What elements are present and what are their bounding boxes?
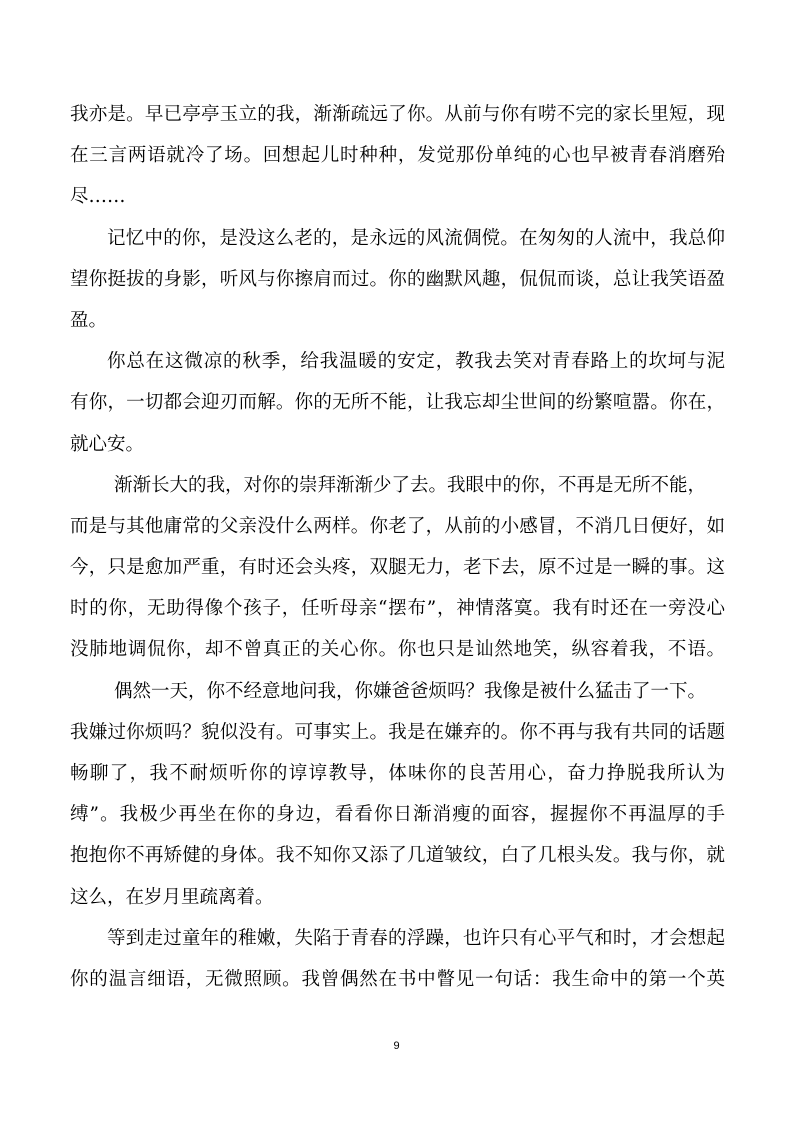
text-line: 望你挺拔的身影，听风与你擦肩而过。你的幽默风趣，侃侃而谈，总让我笑语盈 [70,268,725,290]
text-line: 没肺地调侃你，却不曾真正的关心你。你也只是讪然地笑，纵容着我，不语。 [70,639,725,661]
text-line: 时的你，无助得像个孩子，任听母亲“摆布”，神情落寞。我有时还在一旁没心 [70,598,725,620]
text-line: 我亦是。早已亭亭玉立的我，渐渐疏远了你。从前与你有唠不完的家长里短，现 [70,104,725,125]
text-line: 而是与其他庸常的父亲没什么两样。你老了，从前的小感冒，不消几日便好，如 [70,515,725,537]
text-line: 这么，在岁月里疏离着。 [70,886,274,908]
text-line: 盈。 [70,309,108,331]
text-line: 渐渐长大的我，对你的崇拜渐渐少了去。我眼中的你，不再是无所不能， [114,474,707,496]
text-line: 我嫌过你烦吗？貌似没有。可事实上。我是在嫌弃的。你不再与我有共同的话题 [70,721,725,743]
text-line: 你的温言细语，无微照顾。我曾偶然在书中瞥见一句话：我生命中的第一个英 [70,968,725,990]
text-line: 今，只是愈加严重，有时还会头疼，双腿无力，老下去，原不过是一瞬的事。这 [70,557,725,579]
text-line: 有你，一切都会迎刃而解。你的无所不能，让我忘却尘世间的纷繁喧嚣。你在， [70,392,725,414]
text-line: 你总在这微凉的秋季，给我温暖的安定，教我去笑对青春路上的坎坷与泥 [107,351,725,373]
text-line: 尽…… [70,186,126,208]
text-line: 记忆中的你，是没这么老的，是永远的风流倜傥。在匆匆的人流中，我总仰 [107,227,725,249]
page-number: 9 [393,1040,400,1052]
text-line: 缚”。我极少再坐在你的身边，看看你日渐消瘦的面容，握握你不再温厚的手 [70,804,725,826]
text-line: 在三言两语就冷了场。回想起儿时种种，发觉那份单纯的心也早被青春消磨殆 [70,145,725,167]
text-line: 等到走过童年的稚嫩，失陷于青春的浮躁，也许只有心平气和时，才会想起 [107,927,725,949]
text-line: 就心安。 [70,433,145,455]
text-line: 抱抱你不再矫健的身体。我不知你又添了几道皱纹，白了几根头发。我与你，就 [70,845,725,867]
body-text [70,94,725,1000]
text-line: 畅聊了，我不耐烦听你的谆谆教导，体味你的良苦用心，奋力挣脱我所认为 [70,763,725,784]
text-line: 偶然一天，你不经意地问我，你嫌爸爸烦吗？我像是被什么猛击了一下。 [114,680,707,702]
